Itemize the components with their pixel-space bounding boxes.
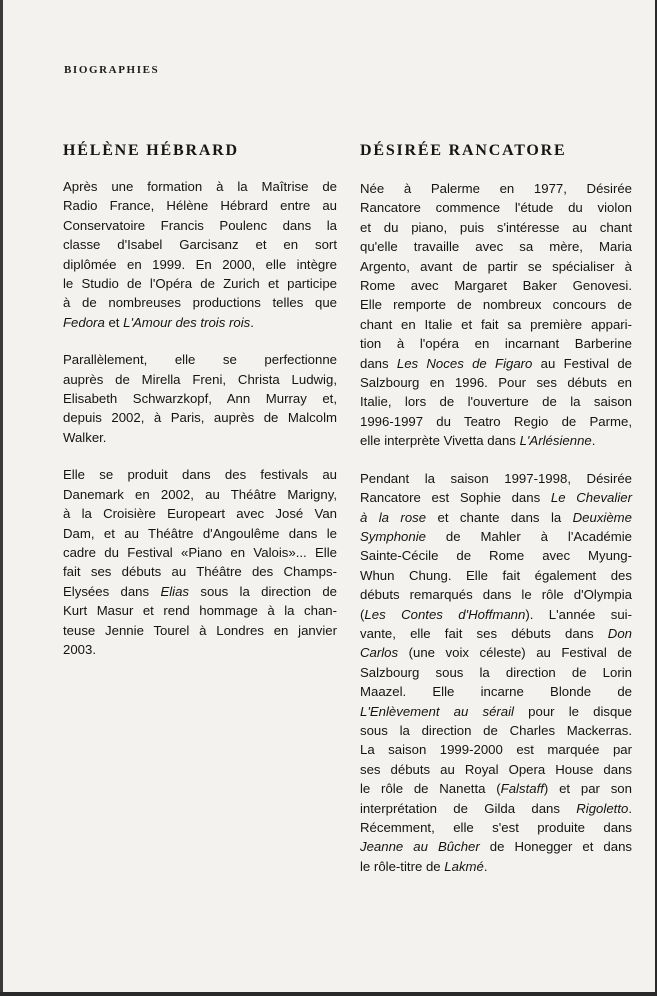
- text-run: fait ses débuts au Théâtre des Champs-: [63, 564, 337, 580]
- text-run: Radio France, Hélène Hébrard entre au: [63, 198, 337, 214]
- text-line: [63, 293, 337, 312]
- text-line: [63, 313, 337, 332]
- text-run: vante, elle fait ses débuts dans: [360, 625, 608, 641]
- italic-title: L'Enlèvement au sérail: [360, 703, 514, 719]
- text-run: à de nombreuses productions telles que: [63, 295, 337, 311]
- italic-title: Le Chevalier: [550, 490, 632, 506]
- text-run: chant en Italie et fait sa première appari-: [360, 316, 632, 332]
- text-line: [360, 857, 632, 876]
- text-line: [360, 295, 632, 314]
- text-run: qu'elle travaille avec sa mère, Maria: [360, 239, 632, 255]
- text-line: [360, 392, 632, 411]
- text-run: auprès de Mirella Freni, Christa Ludwig,: [63, 371, 337, 387]
- text-line: [360, 334, 632, 353]
- text-run: au Festival de: [532, 355, 633, 371]
- italic-title: Lakmé: [444, 858, 484, 874]
- text-run: ). L'année sui-: [525, 606, 632, 622]
- text-run: Née à Palerme en 1977, Désirée: [360, 181, 632, 196]
- text-run: Elysées dans: [63, 583, 161, 599]
- text-line: [63, 640, 337, 659]
- italic-title: L'Arlésienne: [519, 433, 592, 449]
- text-line: [360, 546, 632, 565]
- text-run: de Honegger et dans: [479, 839, 632, 855]
- text-run: Danemark en 2002, au Théâtre Marigny,: [63, 486, 337, 502]
- text-run: Salzbourg sous la direction de Lorin: [360, 664, 632, 680]
- italic-title: Elias: [160, 583, 190, 599]
- text-run: débuts remarqués dans le rôle d'Olympia: [360, 587, 632, 603]
- text-run: interprétation de Gilda dans: [360, 800, 577, 816]
- text-line: [360, 373, 632, 392]
- text-run: Whun Chung. Elle fait également des: [360, 567, 632, 583]
- text-run: Sainte-Cécile de Rome avec Myung-: [360, 548, 632, 564]
- text-line: [360, 218, 632, 237]
- text-line: [63, 370, 337, 389]
- text-line: [63, 524, 337, 543]
- text-line: [63, 465, 337, 484]
- biography-paragraph: [63, 350, 337, 447]
- text-line: [360, 740, 632, 759]
- text-line: [360, 179, 632, 198]
- biography-paragraph: [360, 179, 632, 451]
- text-run: sous la direction de: [189, 583, 337, 599]
- text-run: .: [483, 858, 488, 874]
- text-line: [360, 354, 632, 373]
- text-line: [63, 408, 337, 427]
- italic-title: Fedora: [63, 314, 105, 330]
- text-run: Salzbourg en 1996. Pour ses débuts en: [360, 375, 632, 391]
- text-run: Argento, avant de partir se spécialiser à: [360, 258, 632, 274]
- text-line: [63, 428, 337, 447]
- italic-title: Don: [607, 625, 632, 641]
- text-line: [360, 643, 632, 662]
- text-line: [360, 566, 632, 585]
- italic-title: Falstaff: [500, 781, 544, 797]
- text-line: [360, 431, 632, 450]
- text-run: de Mahler à l'Académie: [425, 528, 632, 544]
- italic-title: Symphonie: [360, 528, 426, 544]
- text-line: [63, 543, 337, 562]
- text-run: tion à l'opéra en incarnant Barberine: [360, 336, 632, 352]
- text-run: Rancatore commence l'étude du violon: [360, 200, 632, 216]
- biography-paragraph: [63, 465, 337, 659]
- text-run: teuse Jennie Tourel à Londres en janvier: [63, 622, 337, 638]
- text-line: [360, 799, 632, 818]
- text-run: 1996-1997 du Teatro Regio de Parme,: [360, 413, 632, 429]
- text-run: pour le disque: [514, 703, 632, 719]
- italic-title: Rigoletto: [576, 800, 629, 816]
- text-run: elle interprète Vivetta dans: [360, 433, 520, 449]
- text-run: Récemment, elle s'est produite dans: [360, 820, 632, 835]
- text-run: ) et par son: [543, 781, 632, 797]
- scan-edge-left: [0, 0, 3, 996]
- text-line: [360, 682, 632, 701]
- biography-left: [63, 141, 337, 677]
- italic-title: Jeanne au Bûcher: [360, 839, 480, 855]
- text-run: Maazel. Elle incarne Blonde de: [360, 684, 632, 700]
- text-line: [63, 504, 337, 523]
- text-run: Kurt Masur et rend hommage à la chan-: [63, 603, 337, 619]
- text-run: Parallèlement, elle se perfectionne: [63, 352, 337, 368]
- text-run: Elisabeth Schwarzkopf, Ann Murray et,: [63, 391, 337, 407]
- text-line: [360, 624, 632, 643]
- artist-name: HÉLÈNE HÉBRARD: [63, 142, 239, 159]
- text-line: [63, 582, 337, 601]
- text-run: dans: [360, 355, 397, 371]
- text-line: [63, 621, 337, 640]
- text-line: [360, 818, 632, 837]
- text-line: [360, 257, 632, 276]
- text-line: [63, 485, 337, 504]
- text-run: depuis 2002, à Paris, auprès de Malcolm: [63, 410, 337, 426]
- text-run: et: [104, 314, 124, 330]
- text-run: (une voix céleste) au Festival de: [398, 645, 632, 661]
- text-line: [63, 255, 337, 274]
- text-run: sous la direction de Charles Mackerras.: [360, 722, 632, 738]
- text-run: .: [250, 314, 254, 330]
- biography-body: [63, 177, 337, 659]
- text-run: Rancatore est Sophie dans: [360, 490, 551, 506]
- text-line: [63, 601, 337, 620]
- italic-title: Carlos: [360, 645, 399, 661]
- text-line: [360, 198, 632, 217]
- text-line: [63, 562, 337, 581]
- text-line: [360, 237, 632, 256]
- text-run: Pendant la saison 1997-1998, Désirée: [360, 470, 632, 486]
- italic-title: Les Noces de Figaro: [396, 355, 533, 371]
- text-run: .: [591, 433, 596, 449]
- text-run: 2003.: [63, 641, 97, 657]
- text-run: .: [628, 800, 632, 816]
- text-line: [63, 274, 337, 293]
- text-line: [360, 488, 632, 507]
- text-run: (: [360, 606, 365, 622]
- text-line: [63, 235, 337, 254]
- text-run: La saison 1999-2000 est marquée par: [360, 742, 632, 758]
- text-run: Elle remporte de nombreux concours de: [360, 297, 632, 313]
- text-run: diplômée en 1999. En 2000, elle intègre: [63, 256, 337, 272]
- text-line: [360, 469, 632, 488]
- text-run: et chante dans la: [426, 509, 573, 525]
- text-line: [360, 276, 632, 295]
- text-run: le Studio de l'Opéra de Zurich et participe: [63, 276, 337, 292]
- text-run: Walker.: [63, 429, 107, 445]
- scan-edge-bottom: [0, 992, 657, 996]
- text-run: à la Croisière Europeart avec José Van: [63, 506, 337, 522]
- text-line: [360, 412, 632, 431]
- artist-name: DÉSIRÉE RANCATORE: [360, 142, 567, 159]
- text-run: Elle se produit dans des festivals au: [63, 467, 337, 483]
- text-run: Rome avec Margaret Baker Genovesi.: [360, 278, 632, 294]
- biography-paragraph: [63, 177, 337, 332]
- text-line: [360, 837, 632, 856]
- text-run: Conservatoire Francis Poulenc dans la: [63, 217, 337, 233]
- text-run: classe d'Isabel Garcisanz et en sort: [63, 237, 337, 253]
- italic-title: L'Amour des trois rois: [123, 314, 251, 330]
- text-line: [360, 585, 632, 604]
- text-run: cadre du Festival «Piano en Valois»... Elle: [63, 544, 337, 560]
- text-line: [63, 177, 337, 196]
- italic-title: à la rose: [360, 509, 427, 525]
- text-line: [360, 760, 632, 779]
- text-line: [63, 389, 337, 408]
- text-run: et du piano, puis s'intéresse au chant: [360, 219, 632, 235]
- text-line: [63, 350, 337, 369]
- text-line: [360, 605, 632, 624]
- text-line: [360, 702, 632, 721]
- text-line: [360, 721, 632, 740]
- text-line: [360, 527, 632, 546]
- text-run: Après une formation à la Maîtrise de: [63, 179, 337, 194]
- text-run: Italie, lors de l'ouverture de la saison: [360, 394, 632, 410]
- text-run: le rôle-titre de: [360, 858, 445, 874]
- text-run: le rôle de Nanetta (: [360, 781, 501, 797]
- text-line: [63, 196, 337, 215]
- biography-paragraph: [360, 469, 632, 877]
- text-run: Dam, et au Théâtre d'Angoulême dans le: [63, 525, 337, 541]
- biography-right: [360, 141, 632, 894]
- text-line: [360, 779, 632, 798]
- biography-body: [360, 179, 632, 876]
- text-line: [360, 508, 632, 527]
- text-line: [360, 663, 632, 682]
- text-line: [360, 315, 632, 334]
- text-run: ses débuts au Royal Opera House dans: [360, 761, 632, 777]
- section-label: BIOGRAPHIES: [64, 64, 160, 76]
- italic-title: Les Contes d'Hoffmann: [364, 606, 526, 622]
- text-line: [63, 216, 337, 235]
- italic-title: Deuxième: [572, 509, 632, 525]
